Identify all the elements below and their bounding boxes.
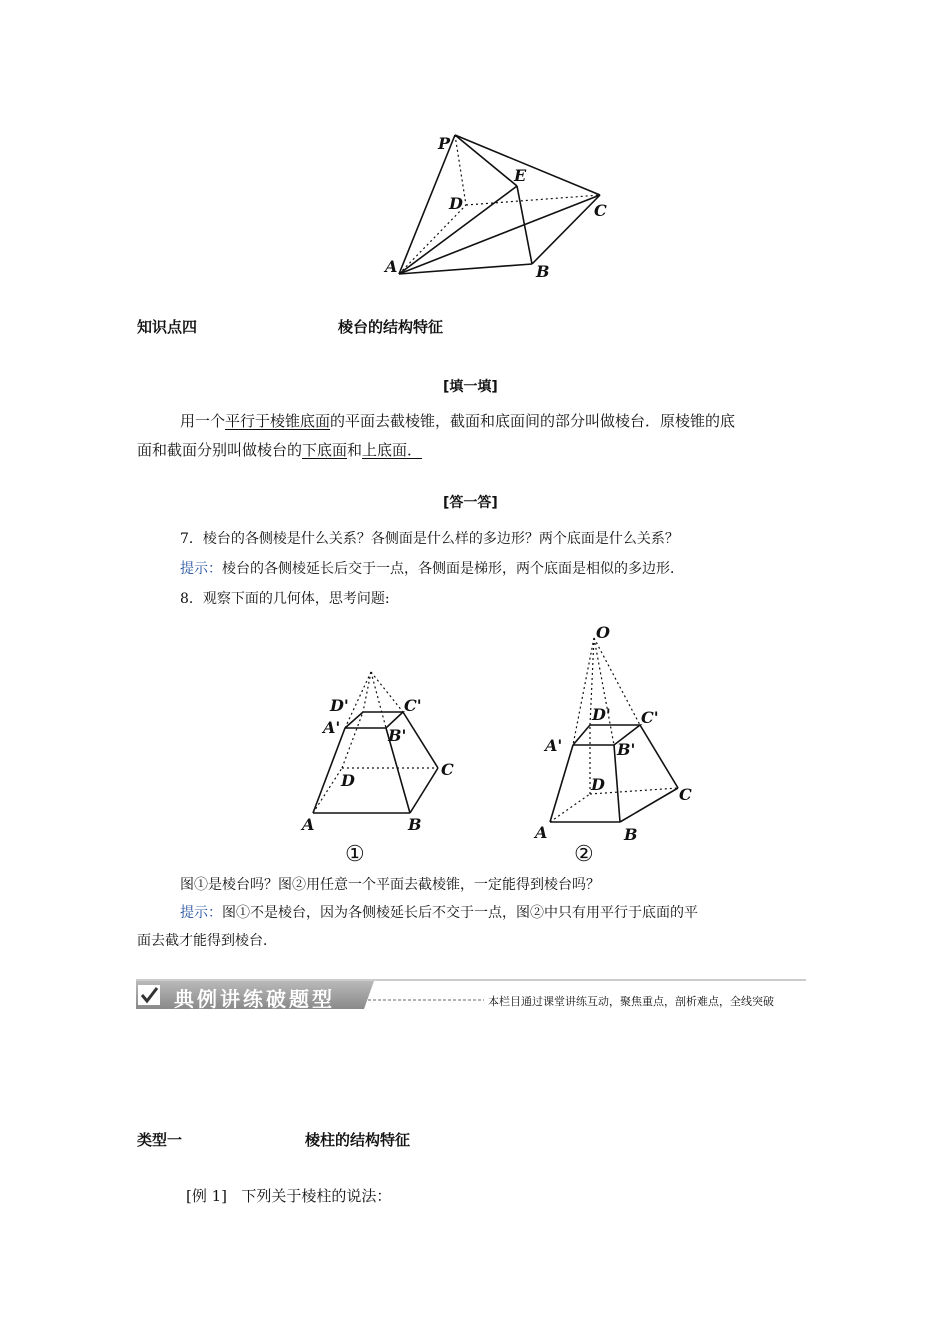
answer-blank: 平行于棱锥底面 — [225, 412, 331, 430]
hint-7 — [180, 558, 684, 580]
hint-8-line1 — [180, 902, 698, 924]
pyramid-figure — [380, 125, 620, 285]
example-text: 下列关于棱柱的说法： — [241, 1187, 392, 1205]
hint-label: 提示： — [180, 561, 222, 577]
label-p: P — [438, 134, 451, 153]
text-run: 用一个 — [180, 412, 226, 430]
hint-text: 棱台的各侧棱延长后交于一点，各侧面是梯形，两个底面是相似的多边形． — [222, 561, 684, 577]
type-heading: 类型一 — [137, 1131, 183, 1149]
label-a-prime: A' — [545, 736, 563, 755]
label-a: A — [535, 823, 548, 842]
banner-note: 本栏目通过课堂讲练互动，聚焦重点，剖析难点，全线突破 — [488, 995, 774, 1008]
question-7: 7．棱台的各侧棱是什么关系？各侧面是什么样的多边形？两个底面是什么关系？ — [180, 531, 679, 547]
label-c-prime: C' — [404, 696, 422, 715]
type-title: 棱柱的结构特征 — [305, 1131, 411, 1149]
frustum-figure-1 — [300, 665, 470, 865]
label-d-prime: D' — [592, 705, 611, 724]
section-title: 棱台的结构特征 — [338, 318, 444, 336]
label-b-prime: B' — [388, 726, 407, 745]
label-e: E — [514, 166, 527, 185]
label-a: A — [385, 257, 398, 276]
label-d: D — [591, 775, 605, 794]
label-c: C — [679, 785, 692, 804]
example-label: [例 1] — [186, 1187, 228, 1205]
label-d: D — [341, 771, 355, 790]
figure-2-caption: ② — [574, 842, 594, 865]
label-c-prime: C' — [641, 708, 659, 727]
hint-label: 提示： — [180, 905, 222, 921]
section-banner — [136, 979, 806, 1011]
answer-blank: 下底面 — [302, 441, 348, 459]
answer-label: [答一答] — [443, 495, 498, 511]
label-b-prime: B' — [617, 740, 636, 759]
label-c: C — [441, 760, 454, 779]
label-a-prime: A' — [323, 718, 341, 737]
figure-1-caption: ① — [345, 842, 365, 865]
question-8-sub: 图①是棱台吗？图②用任意一个平面去截棱锥，一定能得到棱台吗？ — [180, 877, 600, 893]
text-run: 和 — [347, 441, 363, 459]
fill-paragraph-line2 — [137, 439, 422, 461]
fill-paragraph-line1 — [180, 410, 735, 432]
text-run: 面和截面分别叫做棱台的 — [137, 441, 303, 459]
fill-label: [填一填] — [443, 379, 498, 395]
label-a: A — [302, 815, 315, 834]
text-run: 的平面去截棱锥，截面和底面间的部分叫做棱台．原棱锥的底 — [330, 412, 736, 430]
hint-text: 图①不是棱台，因为各侧棱延长后不交于一点，图②中只有用平行于底面的平 — [222, 905, 698, 921]
hint-8-line2: 面去截才能得到棱台． — [137, 933, 277, 949]
section-heading: 知识点四 — [137, 318, 198, 336]
label-c: C — [594, 201, 607, 220]
label-d: D — [449, 194, 463, 213]
label-b: B — [536, 262, 550, 281]
answer-blank: 上底面． — [362, 441, 423, 459]
label-o: O — [596, 623, 610, 642]
question-8: 8．观察下面的几何体，思考问题: — [180, 591, 390, 607]
label-d-prime: D' — [330, 696, 349, 715]
frustum-figure-2 — [528, 620, 698, 865]
example-1 — [186, 1185, 391, 1207]
banner-title: 典例讲练破题型 — [174, 987, 335, 1011]
label-b: B — [408, 815, 422, 834]
label-b: B — [624, 825, 638, 844]
